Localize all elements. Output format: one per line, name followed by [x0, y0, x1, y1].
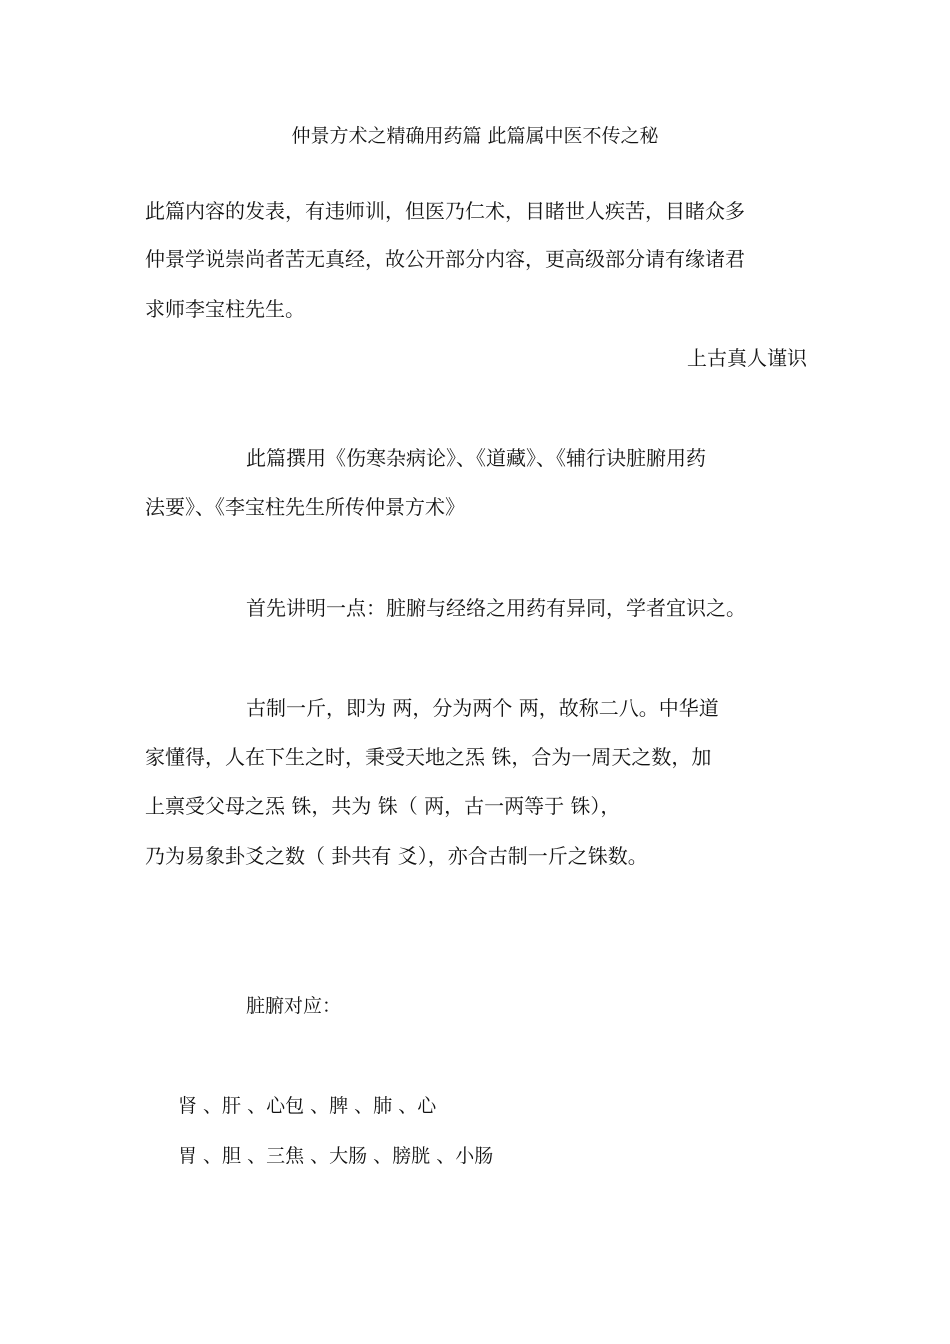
first-point: 首先讲明一点：脏腑与经络之用药有异同，学者宜识之。	[246, 596, 746, 620]
preface-line-3: 求师李宝柱先生。	[145, 297, 305, 321]
organs-heading: 脏腑对应：	[246, 995, 342, 1017]
sources-line-2: 法要》、《李宝柱先生所传仲景方术》	[145, 495, 465, 519]
ancient-line-3: 上禀受父母之炁 铢，共为 铢（ 两，古一两等于 铢），	[145, 794, 621, 818]
ancient-line-2: 家懂得，人在下生之时，秉受天地之炁 铢，合为一周天之数，加	[145, 745, 712, 769]
preface-line-1: 此篇内容的发表，有违师训，但医乃仁术，目睹世人疾苦，目睹众多	[145, 199, 745, 223]
preface-line-2: 仲景学说崇尚者苦无真经，故公开部分内容，更高级部分请有缘诸君	[145, 247, 745, 271]
organs-zang-row: 肾 、肝 、心包 、脾 、肺 、心	[178, 1095, 437, 1117]
sources-line-1: 此篇撰用《伤寒杂病论》、《道藏》、《辅行诀脏腑用药	[246, 446, 706, 470]
ancient-line-4: 乃为易象卦爻之数（ 卦共有 爻），亦合古制一斤之铢数。	[145, 844, 648, 868]
organs-fu-row: 胃 、胆 、三焦 、大肠 、膀胱 、小肠	[178, 1145, 494, 1167]
ancient-line-1: 古制一斤，即为 两，分为两个 两，故称二八。中华道	[246, 696, 719, 720]
signature: 上古真人谨识	[687, 346, 807, 370]
page-title: 仲景方术之精确用药篇 此篇属中医不传之秘	[291, 125, 659, 147]
